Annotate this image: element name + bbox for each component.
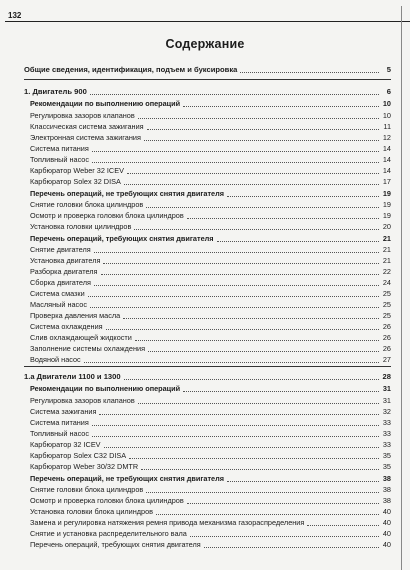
toc-entry[interactable] bbox=[24, 256, 391, 265]
toc-entry-label: Система охлаждения bbox=[30, 322, 103, 331]
leader-dots bbox=[138, 397, 379, 404]
toc-entry-label: Карбюратор Solex 32 DISA bbox=[30, 177, 121, 186]
leader-dots bbox=[124, 373, 379, 380]
leader-dots bbox=[106, 323, 379, 330]
toc-section-engines-1100-1300[interactable] bbox=[24, 372, 391, 381]
toc-entry-page: 22 bbox=[382, 267, 391, 276]
leader-dots bbox=[183, 385, 379, 392]
toc-entry-label: Снятие и установка распределительного вала bbox=[30, 529, 187, 538]
toc-title: Содержание bbox=[165, 37, 245, 51]
leader-dots bbox=[123, 312, 379, 319]
toc-entry-label: Классическая система зажигания bbox=[30, 122, 144, 131]
toc-entry-page: 5 bbox=[386, 65, 391, 74]
toc-entry-page: 19 bbox=[382, 200, 391, 209]
toc-entry[interactable] bbox=[24, 155, 391, 164]
toc-entry-page: 38 bbox=[382, 474, 391, 483]
toc-entry[interactable] bbox=[24, 278, 391, 287]
toc-entry[interactable] bbox=[24, 355, 391, 364]
toc-entry-page: 14 bbox=[382, 144, 391, 153]
toc-entry[interactable] bbox=[24, 111, 391, 120]
toc-entry-page: 6 bbox=[386, 87, 391, 96]
leader-dots bbox=[227, 190, 379, 197]
leader-dots bbox=[134, 223, 379, 230]
toc-entry-page: 19 bbox=[382, 189, 391, 198]
section-divider bbox=[24, 79, 391, 80]
toc-entry[interactable] bbox=[24, 496, 391, 505]
toc-entry[interactable] bbox=[24, 311, 391, 320]
toc-entry-label: Система зажигания bbox=[30, 407, 97, 416]
toc-entry-page: 32 bbox=[382, 407, 391, 416]
leader-dots bbox=[147, 123, 379, 130]
toc-entry-label: Осмотр и проверка головки блока цилиндров bbox=[30, 211, 184, 220]
toc-entry[interactable] bbox=[24, 518, 391, 527]
toc-entry[interactable] bbox=[24, 133, 391, 142]
toc-entry-page: 40 bbox=[382, 518, 391, 527]
toc-entry-page: 24 bbox=[382, 278, 391, 287]
leader-dots bbox=[240, 66, 379, 73]
leader-dots bbox=[204, 541, 379, 548]
leader-dots bbox=[124, 178, 379, 185]
toc-entry-general[interactable] bbox=[24, 65, 391, 74]
leader-dots bbox=[84, 356, 379, 363]
leader-dots bbox=[92, 145, 379, 152]
toc-entry-label: Снятие головки блока цилиндров bbox=[30, 485, 144, 494]
toc-entry[interactable] bbox=[24, 322, 391, 331]
toc-entry-label: Перечень операций, требующих снятия двигателя bbox=[30, 234, 214, 243]
leader-dots bbox=[127, 167, 379, 174]
leader-dots bbox=[94, 246, 379, 253]
toc-entry-label: Масляный насос bbox=[30, 300, 87, 309]
leader-dots bbox=[88, 290, 379, 297]
leader-dots bbox=[103, 257, 379, 264]
toc-entry-page: 35 bbox=[382, 462, 391, 471]
toc-entry-page: 25 bbox=[382, 289, 391, 298]
toc-entry-page: 14 bbox=[382, 155, 391, 164]
leader-dots bbox=[129, 452, 379, 459]
toc-entry-label: 1.а Двигатели 1100 и 1300 bbox=[24, 372, 121, 381]
toc-entry[interactable] bbox=[24, 144, 391, 153]
toc-entry-page: 40 bbox=[382, 529, 391, 538]
toc-entry[interactable] bbox=[24, 529, 391, 538]
toc-entry-label: Установка головки блока цилиндров bbox=[30, 507, 154, 516]
leader-dots bbox=[187, 497, 379, 504]
toc-entry[interactable] bbox=[24, 300, 391, 309]
toc-entry-page: 17 bbox=[382, 177, 391, 186]
toc-entry-label: Система смазки bbox=[30, 289, 85, 298]
page-number: 132 bbox=[8, 11, 22, 20]
leader-dots bbox=[90, 88, 379, 95]
leader-dots bbox=[92, 156, 379, 163]
toc-entry-label: Снятие головки блока цилиндров bbox=[30, 200, 144, 209]
toc-entry-page: 19 bbox=[382, 211, 391, 220]
toc-entry-label: Сборка двигателя bbox=[30, 278, 91, 287]
toc-entry-label: Карбюратор Weber 30/32 DMTR bbox=[30, 462, 139, 471]
toc-entry[interactable] bbox=[24, 507, 391, 516]
leader-dots bbox=[190, 530, 379, 537]
toc-entry-label: Слив охлаждающей жидкости bbox=[30, 333, 132, 342]
toc-entry[interactable] bbox=[24, 462, 391, 471]
toc-entry[interactable] bbox=[24, 440, 391, 449]
toc-entry-label: Разборка двигателя bbox=[30, 267, 98, 276]
toc-entry-label: Общие сведения, идентификация, подъем и буксировка bbox=[24, 65, 238, 74]
leader-dots bbox=[94, 279, 379, 286]
toc-entry-page: 10 bbox=[382, 99, 391, 108]
leader-dots bbox=[90, 301, 379, 308]
toc-subsection[interactable] bbox=[24, 99, 391, 108]
toc-entry-label: Система питания bbox=[30, 418, 89, 427]
toc-entry-label: Рекомендации по выполнению операций bbox=[30, 384, 181, 393]
toc-entry-label: Карбюратор Solex C32 DISA bbox=[30, 451, 127, 460]
toc-entry-label: Водяной насос bbox=[30, 355, 81, 364]
toc-entry-page: 40 bbox=[382, 507, 391, 516]
toc-entry-page: 12 bbox=[382, 133, 391, 142]
toc-entry-label: Проверка давления масла bbox=[30, 311, 121, 320]
toc-entry-page: 21 bbox=[382, 245, 391, 254]
toc-entry-label: Замена и регулировка натяжения ремня привода механизма газораспределения bbox=[30, 518, 305, 527]
toc-entry-label: Установка головки цилиндров bbox=[30, 222, 132, 231]
toc-entry-label: Карбюратор 32 ICEV bbox=[30, 440, 101, 449]
toc-entry[interactable] bbox=[24, 344, 391, 353]
toc-entry-label: Электронная система зажигания bbox=[30, 133, 141, 142]
toc-entry-page: 38 bbox=[382, 496, 391, 505]
toc-entry-page: 25 bbox=[382, 300, 391, 309]
toc-entry[interactable] bbox=[24, 289, 391, 298]
section-divider bbox=[24, 366, 391, 367]
toc-entry[interactable] bbox=[24, 200, 391, 209]
toc-entry-label: Топливный насос bbox=[30, 429, 90, 438]
toc-entry-page: 33 bbox=[382, 440, 391, 449]
toc-entry-label: Установка двигателя bbox=[30, 256, 101, 265]
toc-entry-page: 33 bbox=[382, 429, 391, 438]
toc-entry[interactable] bbox=[24, 451, 391, 460]
toc-entry-page: 31 bbox=[382, 384, 391, 393]
toc-entry[interactable] bbox=[24, 429, 391, 438]
toc-entry-page: 14 bbox=[382, 166, 391, 175]
leader-dots bbox=[135, 334, 379, 341]
toc-entry-page: 26 bbox=[382, 333, 391, 342]
leader-dots bbox=[187, 212, 379, 219]
toc-entry-label: Карбюратор Weber 32 ICEV bbox=[30, 166, 124, 175]
toc-entry-label: Регулировка зазоров клапанов bbox=[30, 111, 135, 120]
toc-entry-page: 38 bbox=[382, 485, 391, 494]
toc-entry-page: 26 bbox=[382, 322, 391, 331]
toc-entry-label: Осмотр и проверка головки блока цилиндров bbox=[30, 496, 184, 505]
toc-entry[interactable] bbox=[24, 245, 391, 254]
leader-dots bbox=[99, 408, 379, 415]
toc-subsection[interactable] bbox=[24, 474, 391, 483]
toc-subsection[interactable] bbox=[24, 234, 391, 243]
toc-entry-label: Перечень операций, требующих снятия двигателя bbox=[30, 540, 201, 549]
leader-dots bbox=[144, 134, 379, 141]
toc-entry[interactable] bbox=[24, 418, 391, 427]
toc-entry-page: 27 bbox=[382, 355, 391, 364]
toc-entry-label: Система питания bbox=[30, 144, 89, 153]
leader-dots bbox=[307, 519, 379, 526]
toc-entry[interactable] bbox=[24, 407, 391, 416]
leader-dots bbox=[156, 508, 379, 515]
toc-entry-page: 25 bbox=[382, 311, 391, 320]
leader-dots bbox=[227, 475, 379, 482]
leader-dots bbox=[104, 441, 379, 448]
toc-entry-label: 1. Двигатель 900 bbox=[24, 87, 87, 96]
leader-dots bbox=[146, 486, 379, 493]
toc-entry[interactable] bbox=[24, 540, 391, 549]
toc-entry-label: Снятие двигателя bbox=[30, 245, 91, 254]
toc-entry[interactable] bbox=[24, 267, 391, 276]
toc-entry[interactable] bbox=[24, 485, 391, 494]
toc-entry-page: 28 bbox=[382, 372, 391, 381]
leader-dots bbox=[183, 100, 379, 107]
leader-dots bbox=[92, 430, 379, 437]
toc-entry[interactable] bbox=[24, 177, 391, 186]
toc-entry[interactable] bbox=[24, 222, 391, 231]
leader-dots bbox=[217, 235, 379, 242]
leader-dots bbox=[141, 463, 379, 470]
toc-entry-page: 21 bbox=[382, 234, 391, 243]
toc-entry[interactable] bbox=[24, 166, 391, 175]
toc-entry[interactable] bbox=[24, 396, 391, 405]
toc-entry-page: 35 bbox=[382, 451, 391, 460]
toc-entry[interactable] bbox=[24, 211, 391, 220]
toc-entry-label: Регулировка зазоров клапанов bbox=[30, 396, 135, 405]
toc-entry[interactable] bbox=[24, 122, 391, 131]
toc-entry-page: 40 bbox=[382, 540, 391, 549]
leader-dots bbox=[146, 201, 379, 208]
toc-entry-page: 26 bbox=[382, 344, 391, 353]
page-edge-rule bbox=[401, 6, 402, 570]
header-rule bbox=[5, 21, 410, 22]
toc-entry-page: 21 bbox=[382, 256, 391, 265]
toc-entry-page: 20 bbox=[382, 222, 391, 231]
toc-subsection[interactable] bbox=[24, 384, 391, 393]
toc-entry-label: Рекомендации по выполнению операций bbox=[30, 99, 181, 108]
toc-entry-label: Перечень операций, не требующих снятия двигателя bbox=[30, 474, 225, 483]
toc-entry-page: 11 bbox=[383, 122, 391, 131]
leader-dots bbox=[101, 268, 380, 275]
toc-subsection[interactable] bbox=[24, 189, 391, 198]
leader-dots bbox=[138, 112, 379, 119]
toc-section-engine-900[interactable] bbox=[24, 87, 391, 96]
leader-dots bbox=[148, 345, 379, 352]
toc-entry[interactable] bbox=[24, 333, 391, 342]
toc-entry-page: 33 bbox=[382, 418, 391, 427]
toc-entry-page: 31 bbox=[382, 396, 391, 405]
leader-dots bbox=[92, 419, 379, 426]
toc-entry-page: 10 bbox=[382, 111, 391, 120]
toc-entry-label: Топливный насос bbox=[30, 155, 90, 164]
toc-entry-label: Перечень операций, не требующих снятия двигателя bbox=[30, 189, 225, 198]
toc-entry-label: Заполнение системы охлаждения bbox=[30, 344, 146, 353]
